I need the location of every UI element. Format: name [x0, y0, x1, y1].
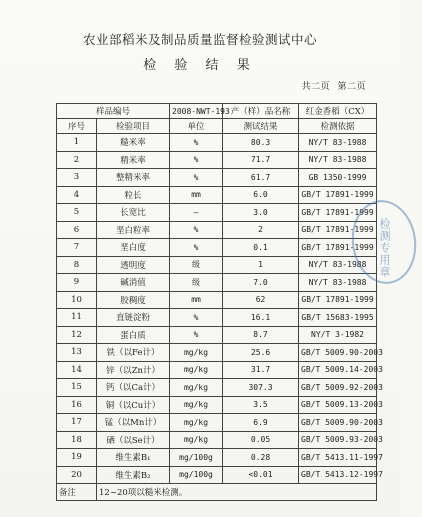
row-no: 8	[57, 256, 97, 274]
row-item: 钙（以Ca计）	[97, 379, 170, 397]
row-no: 10	[57, 291, 97, 309]
row-item: 锰（以Mn计）	[97, 414, 170, 432]
row-item: 糙米率	[97, 134, 170, 152]
row-basis: GB/T 17891-1999	[299, 186, 377, 204]
row-no: 15	[57, 379, 97, 397]
row-result: 71.7	[223, 151, 299, 169]
row-item: 铜（以Cu计）	[97, 396, 170, 414]
remark-label: 备注	[57, 484, 97, 501]
row-item: 碱消值	[97, 274, 170, 292]
results-table	[56, 103, 383, 501]
table-row	[57, 221, 377, 239]
row-no: 5	[57, 204, 97, 222]
table-row	[57, 239, 377, 257]
table-row	[57, 151, 377, 169]
row-item: 直链淀粉	[97, 309, 170, 327]
row-unit: mg/kg	[170, 431, 223, 449]
row-item: 维生素B₂	[97, 466, 170, 484]
row-no: 13	[57, 344, 97, 362]
report-title: 检 验 结 果	[143, 58, 257, 73]
row-no: 2	[57, 151, 97, 169]
row-item: 铁（以Fe计）	[97, 344, 170, 362]
row-no: 19	[57, 449, 97, 467]
row-unit: mg/kg	[170, 344, 223, 362]
row-no: 7	[57, 239, 97, 257]
row-result: 3.5	[223, 396, 299, 414]
row-basis: NY/T 83-1988	[299, 256, 377, 274]
row-basis: GB/T 5413.11-1997	[299, 449, 377, 467]
row-unit: mg/kg	[170, 379, 223, 397]
row-unit: mg/100g	[170, 466, 223, 484]
table-row	[57, 309, 377, 327]
row-item: 硒（以Se计）	[97, 431, 170, 449]
row-basis: GB/T 17891-1999	[299, 204, 377, 222]
row-item: 精米率	[97, 151, 170, 169]
remark-text: 12~20项以糙米检测。	[97, 484, 377, 501]
row-result: 62	[223, 291, 299, 309]
row-result: 307.3	[223, 379, 299, 397]
row-item: 锌（以Zn计）	[97, 361, 170, 379]
row-item: 长宽比	[97, 204, 170, 222]
results-body	[57, 134, 383, 484]
table-row	[57, 256, 377, 274]
table-row	[57, 326, 377, 344]
row-no: 14	[57, 361, 97, 379]
col-no: 序号	[57, 119, 97, 134]
total-pages: 共二页	[301, 82, 331, 92]
row-no: 4	[57, 186, 97, 204]
row-basis: GB/T 5009.13-2003	[299, 396, 377, 414]
row-basis: GB/T 5009.90-2003	[299, 414, 377, 432]
sample-name-value: 红金香稻（CX）	[299, 104, 377, 119]
row-no: 16	[57, 396, 97, 414]
table-row	[57, 291, 377, 309]
row-unit: mg/kg	[170, 361, 223, 379]
row-item: 蛋白质	[97, 326, 170, 344]
table-row	[57, 274, 377, 292]
row-result: 0.05	[223, 431, 299, 449]
row-unit: mg/kg	[170, 414, 223, 432]
row-basis: GB/T 5009.92-2003	[299, 379, 377, 397]
row-no: 6	[57, 221, 97, 239]
row-basis: NY/T 83-1988	[299, 134, 377, 152]
col-item: 检验项目	[97, 119, 170, 134]
seal-text: 检测专用章	[378, 218, 391, 278]
row-result: 8.7	[223, 326, 299, 344]
row-no: 18	[57, 431, 97, 449]
row-item: 维生素B₁	[97, 449, 170, 467]
row-basis: NY/T 3-1982	[299, 326, 377, 344]
table-row	[57, 134, 377, 152]
row-unit: %	[170, 169, 223, 187]
row-unit: mm	[170, 291, 223, 309]
row-item: 粒长	[97, 186, 170, 204]
row-basis: GB/T 5009.93-2003	[299, 431, 377, 449]
row-result: 31.7	[223, 361, 299, 379]
table-row	[57, 396, 377, 414]
row-no: 9	[57, 274, 97, 292]
row-no: 1	[57, 134, 97, 152]
row-unit: %	[170, 309, 223, 327]
col-result: 测试结果	[223, 119, 299, 134]
row-result: 80.3	[223, 134, 299, 152]
table-row	[57, 466, 377, 484]
row-basis: GB/T 15683-1995	[299, 309, 377, 327]
row-basis: GB/T 5009.90-2003	[299, 344, 377, 362]
table-row	[57, 169, 377, 187]
row-result: 2	[223, 221, 299, 239]
table-row	[57, 379, 377, 397]
row-no: 11	[57, 309, 97, 327]
row-basis: NY/T 83-1988	[299, 151, 377, 169]
row-result: 6.9	[223, 414, 299, 432]
row-unit: 级	[170, 274, 223, 292]
row-result: 6.0	[223, 186, 299, 204]
sample-row	[57, 104, 377, 119]
table-row	[57, 344, 377, 362]
row-result: <0.01	[223, 466, 299, 484]
row-unit: mg/kg	[170, 396, 223, 414]
column-header-row	[57, 119, 377, 134]
row-no: 12	[57, 326, 97, 344]
table-row	[57, 414, 377, 432]
row-unit: mm	[170, 186, 223, 204]
row-item: 整精米率	[97, 169, 170, 187]
table-row	[57, 186, 377, 204]
row-basis: GB/T 5009.14-2003	[299, 361, 377, 379]
row-result: 16.1	[223, 309, 299, 327]
row-unit: %	[170, 239, 223, 257]
row-unit: %	[170, 221, 223, 239]
row-basis: GB/T 17891-1999	[299, 239, 377, 257]
sample-no-value: 2008-NWT-193	[170, 104, 223, 119]
col-basis: 检测依据	[299, 119, 377, 134]
row-basis: GB/T 17891-1999	[299, 291, 377, 309]
row-unit: mg/100g	[170, 449, 223, 467]
row-no: 20	[57, 466, 97, 484]
row-unit: %	[170, 134, 223, 152]
row-unit: —	[170, 204, 223, 222]
remark-row	[57, 484, 377, 501]
row-basis: GB/T 17891-1999	[299, 221, 377, 239]
row-result: 7.0	[223, 274, 299, 292]
row-result: 61.7	[223, 169, 299, 187]
row-unit: 级	[170, 256, 223, 274]
row-item: 垩白度	[97, 239, 170, 257]
row-basis: GB/T 5413.12-1997	[299, 466, 377, 484]
row-result: 0.1	[223, 239, 299, 257]
sample-name-label: 产（样）品名称	[223, 104, 299, 119]
row-result: 1	[223, 256, 299, 274]
row-item: 透明度	[97, 256, 170, 274]
row-no: 17	[57, 414, 97, 432]
current-page: 第二页	[337, 82, 366, 92]
row-basis: GB 1350-1999	[299, 169, 377, 187]
table-row	[57, 431, 377, 449]
page-info	[298, 79, 366, 92]
row-result: 3.0	[223, 204, 299, 222]
table-row	[57, 449, 377, 467]
table-row	[57, 204, 377, 222]
row-item: 胶稠度	[97, 291, 170, 309]
row-result: 0.28	[223, 449, 299, 467]
row-no: 3	[57, 169, 97, 187]
row-result: 25.6	[223, 344, 299, 362]
table-row	[57, 361, 377, 379]
org-name: 农业部稻米及制品质量监督检验测试中心	[82, 32, 317, 47]
row-item: 垩白粒率	[97, 221, 170, 239]
col-unit: 单位	[170, 119, 223, 134]
row-basis: NY/T 83-1988	[299, 274, 377, 292]
row-unit: %	[170, 326, 223, 344]
row-unit: %	[170, 151, 223, 169]
sample-no-label: 样品编号	[57, 104, 170, 119]
